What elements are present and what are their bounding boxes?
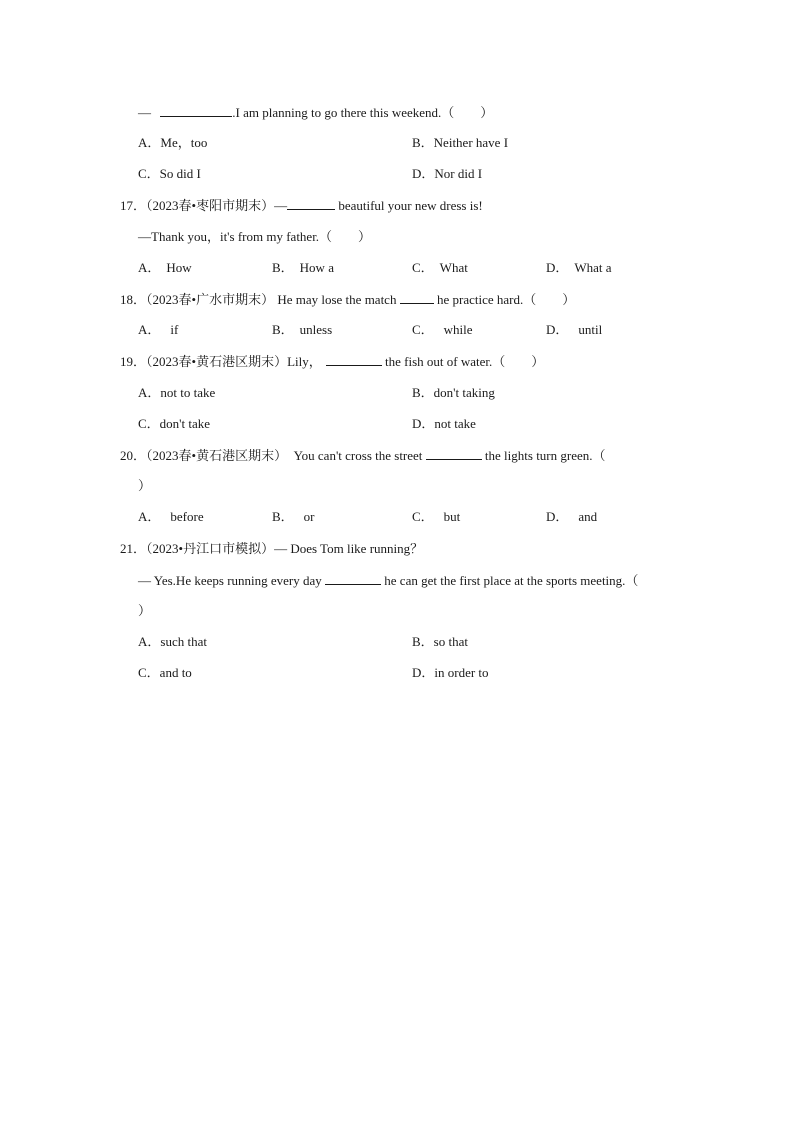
option-letter: A． [138,322,161,337]
option-text: while [443,322,473,337]
question-source: （2023春•黄石港区期末） [146,448,288,463]
q20-line2: ） [138,478,152,493]
q18-stem-post: he practice hard.（ ） [433,292,576,307]
question-source: （2023•丹江口市模拟） [146,541,275,556]
q18-option-c[interactable] [412,322,473,338]
q16-stem [138,104,493,121]
option-letter: D． [546,509,569,524]
q20-stem-pre: You can't cross the street [287,448,426,463]
q18-stem [120,291,575,308]
option-text: don't taking [433,385,495,400]
option-letter: B． [412,135,434,150]
option-letter: A． [138,509,161,524]
question-number: 17． [120,198,147,213]
option-letter: C． [412,322,434,337]
option-letter: D． [412,166,435,181]
option-text: before [170,509,204,524]
dash-prefix: — [138,105,151,120]
q20-option-d[interactable] [546,509,597,525]
option-letter: B． [272,322,294,337]
question-source: （2023春•黄石港区期末） [146,354,288,369]
q18-option-b[interactable] [272,322,332,338]
option-text: How [166,260,192,275]
option-letter: B． [272,260,294,275]
q21-option-d[interactable] [412,665,489,681]
q20-stem-post: the lights turn green.（ [481,448,606,463]
q17-option-b[interactable] [272,260,334,276]
question-source: （2023春•广水市期末） [146,292,275,307]
q17-stem [120,197,483,214]
option-letter: A． [138,135,161,150]
option-letter: C． [412,509,434,524]
answer-blank[interactable] [160,104,232,117]
q19-stem-post: the fish out of water.（ ） [381,354,545,369]
option-letter: B． [412,634,434,649]
q21-line2-post: he can get the first place at the sports meeting.（ [381,573,639,588]
q21-option-a[interactable] [138,634,207,650]
q19-stem [120,353,544,370]
q16-stem-text: .I am planning to go there this weekend.（ ） [232,105,494,120]
q20-option-b[interactable] [272,509,315,525]
option-letter: D． [546,260,569,275]
answer-blank[interactable] [326,353,382,366]
q19-option-d[interactable] [412,416,476,432]
option-text: How a [299,260,334,275]
question-number: 19． [120,354,147,369]
question-number: 18． [120,292,147,307]
answer-blank[interactable] [426,447,482,460]
q19-option-b[interactable] [412,385,495,401]
q17-option-c[interactable] [412,260,468,276]
question-number: 21． [120,541,147,556]
option-letter: D． [412,416,435,431]
option-letter: D． [412,665,435,680]
q18-option-a[interactable] [138,322,178,338]
q19-stem-pre: Lily， [287,354,322,369]
option-text: if [170,322,179,337]
q19-option-a[interactable] [138,385,215,401]
q21-line2 [138,572,638,589]
option-letter: A． [138,634,161,649]
option-text: So did I [159,166,201,181]
q21-line3: ） [138,603,152,618]
option-text: What [439,260,468,275]
option-text: unless [299,322,333,337]
option-letter: B． [412,385,434,400]
option-letter: B． [272,509,294,524]
q18-stem-pre: He may lose the match [274,292,400,307]
option-text: and [578,509,598,524]
q20-option-c[interactable] [412,509,460,525]
option-text: so that [433,634,468,649]
q20-option-a[interactable] [138,509,204,525]
option-text: What a [574,260,612,275]
option-text: not take [434,416,476,431]
option-text: and to [159,665,192,680]
question-source: （2023春•枣阳市期末）— [146,198,288,213]
answer-blank[interactable] [325,572,381,585]
q21-line2-pre: — Yes.He keeps running every day [138,573,326,588]
option-letter: C． [138,416,160,431]
q21-stem-text: — Does Tom like running？ [274,541,424,556]
q16-option-b[interactable] [412,135,508,151]
option-letter: A． [138,385,161,400]
q19-option-c[interactable] [138,416,210,432]
q17-line2: —Thank you，it's from my father.（ ） [138,229,372,244]
option-text: not to take [160,385,216,400]
question-number: 20． [120,448,147,463]
q16-option-a[interactable] [138,135,207,151]
option-letter: C． [138,665,160,680]
option-text: Me，too [160,135,208,150]
option-text: in order to [434,665,489,680]
option-text: or [303,509,315,524]
q20-stem [120,447,606,464]
q16-option-c[interactable] [138,166,201,182]
option-text: Nor did I [434,166,483,181]
option-letter: C． [138,166,160,181]
option-text: such that [160,634,207,649]
option-text: don't take [159,416,211,431]
q21-option-b[interactable] [412,634,468,650]
q21-option-c[interactable] [138,665,192,681]
q18-option-d[interactable] [546,322,602,338]
option-letter: A． [138,260,161,275]
q17-option-a[interactable] [138,260,192,276]
q16-option-d[interactable] [412,166,482,182]
answer-blank[interactable] [287,197,335,210]
option-text: until [578,322,603,337]
q17-option-d[interactable] [546,260,612,276]
option-letter: C． [412,260,434,275]
option-letter: D． [546,322,569,337]
option-text: Neither have I [433,135,509,150]
q21-stem [120,541,423,557]
option-text: but [443,509,461,524]
q17-stem-text: beautiful your new dress is! [335,198,483,213]
answer-blank[interactable] [400,291,434,304]
